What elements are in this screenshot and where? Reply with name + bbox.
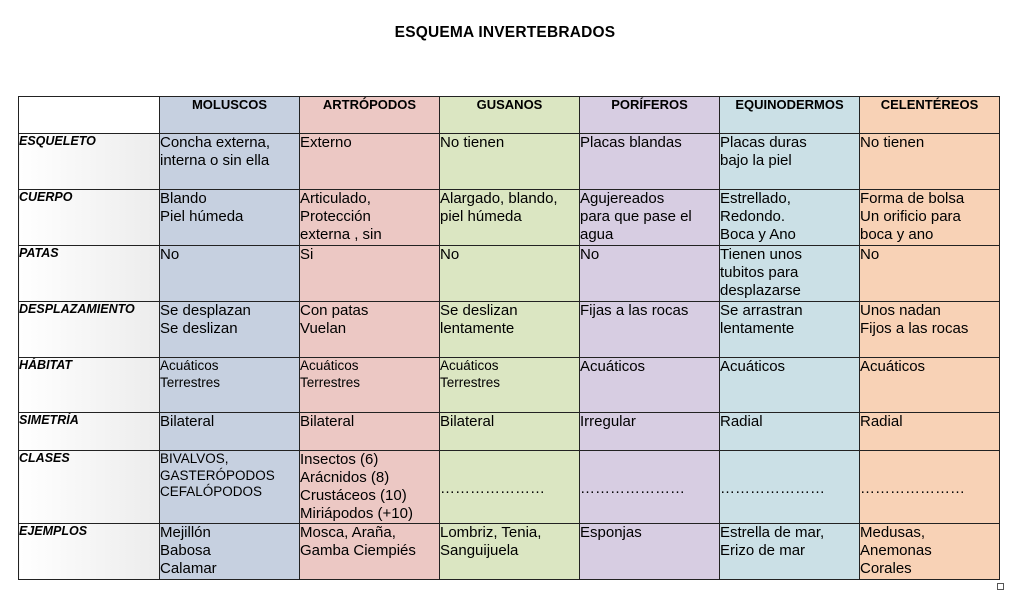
table-cell: Estrella de mar, Erizo de mar — [720, 524, 860, 580]
row-label-patas: PATAS — [19, 246, 160, 302]
table-cell: Con patas Vuelan — [300, 302, 440, 358]
column-header-gusanos: GUSANOS — [440, 97, 580, 134]
table-cell: ………………… — [580, 451, 720, 524]
table-cell: No — [440, 246, 580, 302]
corner-cell — [19, 97, 160, 134]
table-cell: Acuáticos Terrestres — [300, 358, 440, 413]
row-label-cuerpo: CUERPO — [19, 190, 160, 246]
table-cell: Blando Piel húmeda — [160, 190, 300, 246]
table-cell: ………………… — [860, 451, 1000, 524]
row-habitat — [19, 358, 1000, 413]
resize-handle-icon — [997, 583, 1004, 590]
table-cell: Radial — [860, 413, 1000, 451]
row-label-ejemplos: EJEMPLOS — [19, 524, 160, 580]
table-cell: Acuáticos — [860, 358, 1000, 413]
table-cell: Alargado, blando, piel húmeda — [440, 190, 580, 246]
table-cell: Radial — [720, 413, 860, 451]
row-label-esqueleto: ESQUELETO — [19, 134, 160, 190]
table-cell: Acuáticos — [720, 358, 860, 413]
table-cell: Agujereados para que pase el agua — [580, 190, 720, 246]
row-esqueleto — [19, 134, 1000, 190]
table-cell: Se arrastran lentamente — [720, 302, 860, 358]
row-desplazamiento — [19, 302, 1000, 358]
table-cell: Mejillón Babosa Calamar — [160, 524, 300, 580]
table-cell: Bilateral — [440, 413, 580, 451]
table-cell: Se desplazan Se deslizan — [160, 302, 300, 358]
table-cell: Acuáticos Terrestres — [440, 358, 580, 413]
table-cell: Concha externa, interna o sin ella — [160, 134, 300, 190]
column-header-celentereos: CELENTÉREOS — [860, 97, 1000, 134]
row-label-habitat: HÁBITAT — [19, 358, 160, 413]
table-cell: No tienen — [860, 134, 1000, 190]
column-header-equinodermos: EQUINODERMOS — [720, 97, 860, 134]
table-cell: Unos nadan Fijos a las rocas — [860, 302, 1000, 358]
table-cell: Bilateral — [160, 413, 300, 451]
table-cell: BIVALVOS, GASTERÓPODOS CEFALÓPODOS — [160, 451, 300, 524]
row-ejemplos — [19, 524, 1000, 580]
table-cell: Fijas a las rocas — [580, 302, 720, 358]
row-simetria — [19, 413, 1000, 451]
table-cell: ………………… — [440, 451, 580, 524]
table-cell: Placas duras bajo la piel — [720, 134, 860, 190]
table-cell: No — [580, 246, 720, 302]
table-cell: Bilateral — [300, 413, 440, 451]
header-row — [19, 97, 1000, 134]
table-cell: Articulado, Protección externa , sin — [300, 190, 440, 246]
table-cell: Medusas, Anemonas Corales — [860, 524, 1000, 580]
table-cell: Lombriz, Tenia, Sanguijuela — [440, 524, 580, 580]
table-cell: Se deslizan lentamente — [440, 302, 580, 358]
table-cell: Tienen unos tubitos para desplazarse — [720, 246, 860, 302]
row-label-clases: CLASES — [19, 451, 160, 524]
table-cell: Acuáticos — [580, 358, 720, 413]
table-cell: No — [860, 246, 1000, 302]
table-cell: ………………… — [720, 451, 860, 524]
column-header-poriferos: PORÍFEROS — [580, 97, 720, 134]
row-label-desplazamiento: DESPLAZAMIENTO — [19, 302, 160, 358]
table-cell: Externo — [300, 134, 440, 190]
table-cell: Irregular — [580, 413, 720, 451]
table-cell: Si — [300, 246, 440, 302]
row-label-simetria: SIMETRÍA — [19, 413, 160, 451]
table-cell: Esponjas — [580, 524, 720, 580]
page-title: ESQUEMA INVERTEBRADOS — [394, 24, 616, 41]
column-header-moluscos: MOLUSCOS — [160, 97, 300, 134]
table-cell: Estrellado, Redondo. Boca y Ano — [720, 190, 860, 246]
table-cell: Acuáticos Terrestres — [160, 358, 300, 413]
table-cell: Insectos (6) Arácnidos (8) Crustáceos (10) Miriápodos (+10) — [300, 451, 440, 524]
row-cuerpo — [19, 190, 1000, 246]
table-cell: Forma de bolsa Un orificio para boca y ano — [860, 190, 1000, 246]
column-header-artropodos: ARTRÓPODOS — [300, 97, 440, 134]
row-patas — [19, 246, 1000, 302]
table-cell: Placas blandas — [580, 134, 720, 190]
row-clases — [19, 451, 1000, 524]
table-cell: No tienen — [440, 134, 580, 190]
table-cell: Mosca, Araña, Gamba Ciempiés — [300, 524, 440, 580]
table-cell: No — [160, 246, 300, 302]
invertebrates-table — [18, 96, 1000, 580]
